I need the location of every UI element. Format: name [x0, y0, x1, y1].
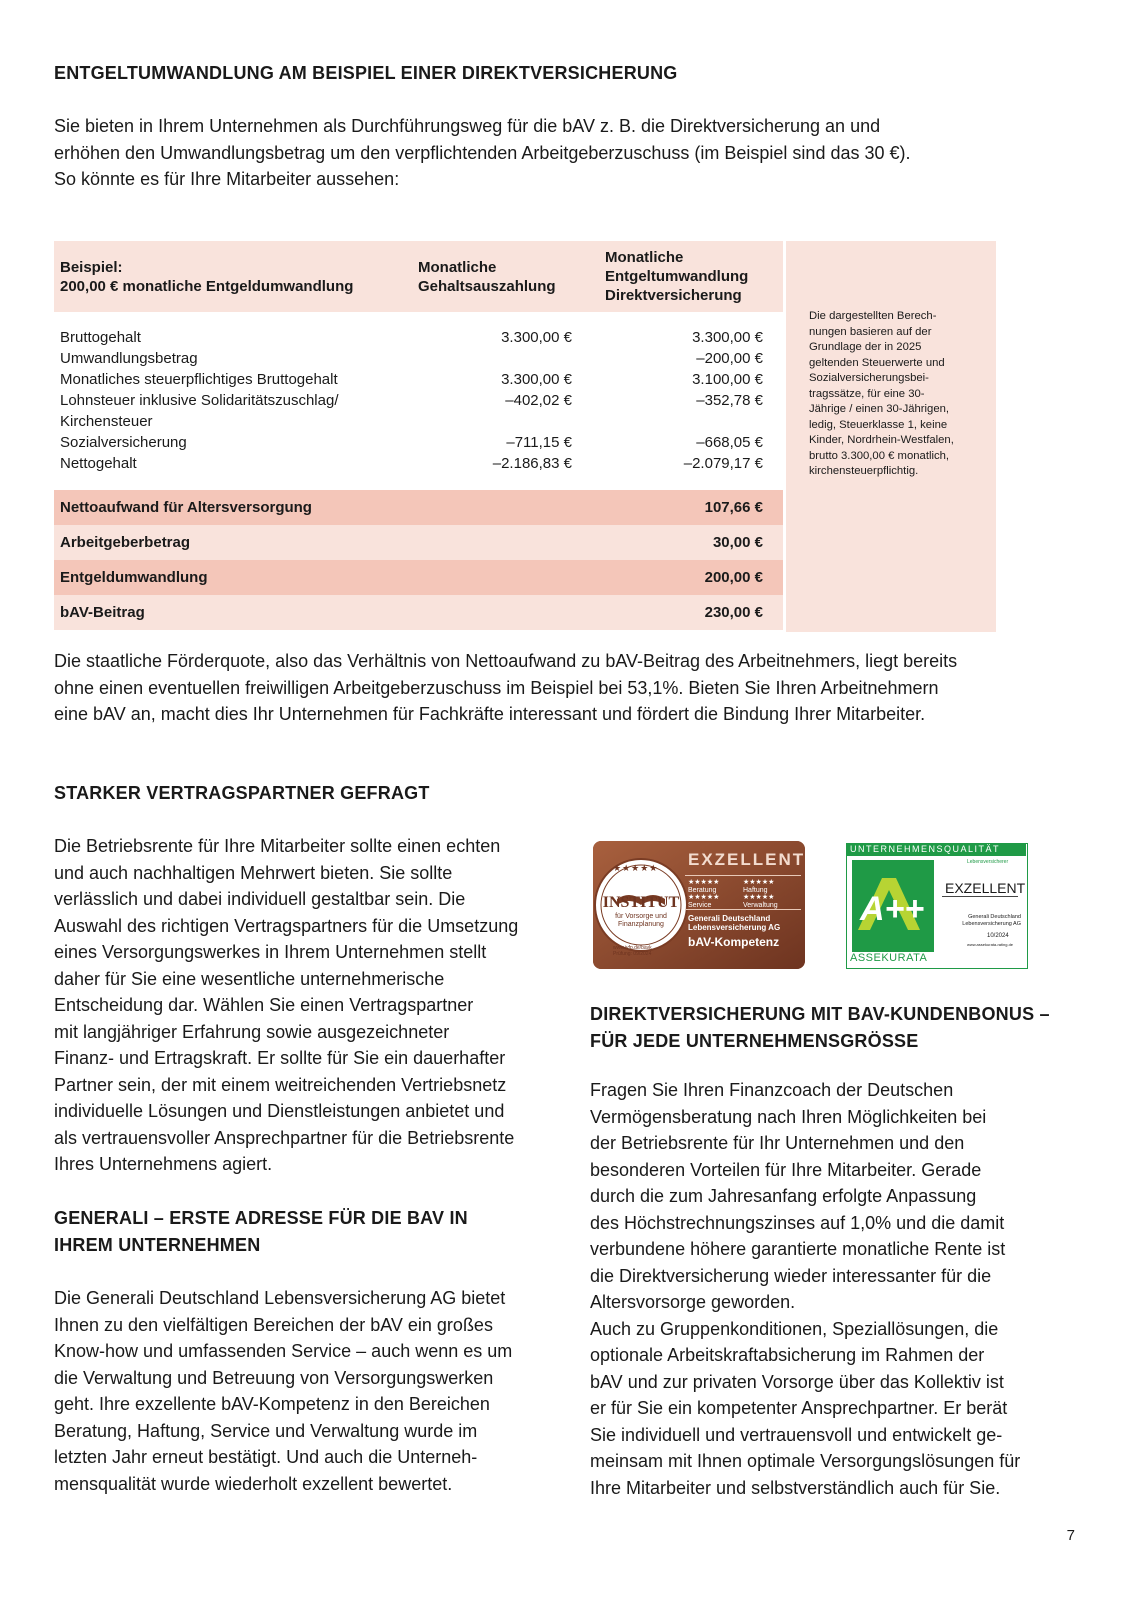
- row-conversion: –352,78 €: [696, 392, 763, 409]
- paragraph-line: als vertrauensvoller Ansprechpartner für die Betriebsrente: [54, 1127, 515, 1148]
- paragraph-line: Ihres Unternehmens agiert.: [54, 1154, 273, 1174]
- intro-line: So könnte es für Ihre Mitarbeiter aussehen:: [54, 169, 400, 189]
- paragraph-line: die Verwaltung und Betreuung von Versorgungswerken: [54, 1367, 494, 1388]
- row-label: Monatliches steuerpflichtiges Bruttogehalt: [60, 371, 338, 388]
- badge-text: Lebensversicherung AG: [688, 923, 781, 932]
- assekurata-badge: [846, 843, 1028, 969]
- note-line: Jährige / einen 30-Jährigen,: [809, 403, 950, 415]
- header-conversion: [605, 248, 748, 305]
- star-rating: ★★★★★: [688, 894, 720, 901]
- badge-text: für Vorsorge und: [615, 913, 667, 920]
- badge-sub-label: Lebensversicherer: [967, 859, 1009, 865]
- header-text: Monatliche: [418, 259, 497, 276]
- calculation-note-box: [786, 241, 996, 632]
- paragraph-line: mensqualität wurde wiederholt exzellent bewertet.: [54, 1473, 453, 1494]
- paragraph-line: Beratung, Haftung, Service und Verwaltung wurde im: [54, 1420, 478, 1441]
- badge-date: 10/2024: [987, 933, 1009, 939]
- header-text: Beispiel:: [60, 259, 123, 276]
- badge-text: Service: [688, 901, 712, 909]
- paragraph-line: daher für Sie eine wesentliche unternehmerische: [54, 968, 445, 989]
- section-heading-vertragspartner: STARKER VERTRAGSPARTNER GEFRAGT: [54, 783, 430, 803]
- summary-row-employer: [54, 525, 783, 560]
- badge-text: Prüfung: 09/2024: [613, 951, 652, 957]
- badge-category-service: [688, 894, 719, 909]
- paragraph-line: Die Generali Deutschland Lebensversicherung AG bietet: [54, 1288, 506, 1308]
- paragraph-line: verlässlich und dabei individuell gestaltbar sein. Die: [54, 889, 466, 909]
- badge-text: Lebensversicherung AG: [962, 921, 1021, 927]
- badge-text: Haftung: [743, 886, 768, 894]
- table-row: [60, 350, 777, 371]
- row-conversion: –200,00 €: [696, 350, 763, 367]
- paragraph-line: geht. Ihre exzellente bAV-Kompetenz in den Bereichen: [54, 1394, 490, 1414]
- row-label: Umwandlungsbetrag: [60, 350, 198, 367]
- row-label: Nettogehalt: [60, 455, 137, 472]
- paragraph-line: Auch zu Gruppenkonditionen, Speziallösungen, die: [590, 1318, 999, 1339]
- table-row: [60, 329, 777, 350]
- institut-exzellent-badge: [593, 841, 805, 969]
- paragraph-line: Die Betriebsrente für Ihre Mitarbeiter sollte einen echten: [54, 836, 501, 856]
- note-line: tragssätze, für eine 30-: [809, 387, 925, 400]
- paragraph-line: verbundene höhere garantierte monatliche Rente ist: [590, 1239, 1006, 1259]
- summary-label: Arbeitgeberbetrag: [60, 534, 191, 551]
- row-salary: –402,02 €: [505, 392, 572, 409]
- header-text: Gehaltsauszahlung: [418, 278, 556, 295]
- calculation-note: [809, 309, 954, 480]
- paragraph-line: Ihnen zu den vielfältigen Bereichen der bAV ein großes: [54, 1314, 493, 1335]
- header-text: Monatliche: [605, 249, 684, 266]
- page-number: 7: [1066, 1527, 1075, 1544]
- paragraph-line: Fragen Sie Ihren Finanzcoach der Deutschen: [590, 1080, 954, 1100]
- foerderquote-paragraph: [54, 648, 957, 728]
- paragraph-line: Ihre Mitarbeiter und selbstverständlich auch für Sie.: [590, 1477, 1001, 1498]
- badge-text: Finanzplanung: [618, 921, 664, 928]
- badge-grade-label: EXZELLENT: [945, 880, 1026, 896]
- note-line: brutto 3.300,00 € monatlich,: [809, 449, 950, 462]
- paragraph-line: er für Sie ein kompetenter Ansprechpartner. Er berät: [590, 1398, 1008, 1418]
- paragraph-line: Vermögensberatung nach Ihren Möglichkeiten bei: [590, 1106, 987, 1127]
- row-conversion: 3.300,00 €: [692, 329, 763, 346]
- row-salary: –2.186,83 €: [492, 455, 572, 472]
- row-salary: –711,15 €: [506, 434, 572, 451]
- grade-panel: [852, 860, 934, 952]
- note-line: nungen basieren auf der: [809, 325, 932, 338]
- direktversicherung-paragraph: [590, 1077, 1020, 1501]
- grade-value: A++: [860, 890, 925, 928]
- badge-text: Generali Deutschland: [688, 914, 771, 923]
- row-label: Lohnsteuer inklusive Solidaritätszuschlag/: [60, 392, 339, 409]
- table-row: [60, 455, 777, 476]
- header-example: [60, 258, 353, 296]
- heading-line: FÜR JEDE UNTERNEHMENSGRÖSSE: [590, 1031, 919, 1051]
- star-rating: ★★★★★: [743, 879, 775, 886]
- paragraph-line: durch die zum Jahresanfang erfolgte Anpassung: [590, 1186, 977, 1206]
- summary-value: 107,66 €: [704, 499, 763, 516]
- header-salary: [418, 258, 556, 296]
- badge-category-verwaltung: [743, 894, 778, 909]
- row-salary: 3.300,00 €: [501, 329, 572, 346]
- table-header: [54, 241, 783, 312]
- summary-value: 200,00 €: [704, 569, 763, 586]
- vertragspartner-paragraph: [54, 833, 518, 1178]
- summary-row-conversion: [54, 560, 783, 595]
- summary-label: Entgeldumwandlung: [60, 569, 208, 586]
- paragraph-line: optionale Arbeitskraftabsicherung im Rahmen der: [590, 1345, 985, 1365]
- header-text: 200,00 € monatliche Entgeldumwandlung: [60, 278, 354, 295]
- star-rating: ★★★★★: [743, 894, 775, 901]
- table-row: [60, 413, 777, 434]
- paragraph-line: Entscheidung dar. Wählen Sie einen Vertragspartner: [54, 995, 474, 1015]
- table-row: [60, 371, 777, 392]
- heading-line: DIREKTVERSICHERUNG MIT BAV-KUNDENBONUS –: [590, 1004, 1050, 1024]
- note-line: Kinder, Nordrhein-Westfalen,: [809, 434, 954, 446]
- badge-top-label: UNTERNEHMENSQUALITÄT: [850, 844, 1001, 854]
- summary-value: 230,00 €: [704, 604, 763, 621]
- paragraph-line: bAV und zur privaten Vorsorge über das Kollektiv ist: [590, 1371, 1004, 1392]
- badge-title: EXZELLENT: [688, 850, 805, 869]
- badge-category-beratung: [688, 879, 719, 894]
- paragraph-line: und auch nachhaltigen Mehrwert bieten. Sie sollte: [54, 862, 453, 883]
- note-line: Die dargestellten Berech-: [809, 310, 937, 322]
- table-row: [60, 434, 777, 455]
- paragraph-line: Partner sein, der mit einem weitreichenden Vertriebsnetz: [54, 1074, 507, 1095]
- paragraph-line: des Höchstrechnungszinses auf 1,0% und die damit: [590, 1212, 1005, 1233]
- summary-label: bAV-Beitrag: [60, 604, 145, 621]
- badge-arc-stars: ★★★★★: [613, 863, 659, 873]
- badge-institut-label: INSTITUT: [602, 894, 680, 911]
- section-heading-entgeltumwandlung: ENTGELTUMWANDLUNG AM BEISPIEL EINER DIREKTVERSICHERUNG: [54, 63, 678, 83]
- header-text: Direktversicherung: [605, 287, 742, 304]
- section-heading-direktversicherung: [590, 1001, 1050, 1055]
- note-line: geltenden Steuerwerte und: [809, 356, 945, 369]
- paragraph-line: Auswahl des richtigen Vertragspartners für die Umsetzung: [54, 915, 519, 936]
- paragraph-line: Finanz- und Ertragskraft. Er sollte für Sie ein dauerhafter: [54, 1048, 506, 1068]
- paragraph-line: besonderen Vorteilen für Ihre Mitarbeiter. Gerade: [590, 1159, 982, 1180]
- paragraph-line: mit langjähriger Erfahrung sowie ausgezeichneter: [54, 1021, 450, 1042]
- paragraph-line: eine bAV an, macht dies Ihr Unternehmen für Fachkräfte interessant und fördert die Bindung Ihrer Mitarbeiter.: [54, 704, 926, 724]
- summary-label: Nettoaufwand für Altersversorgung: [60, 499, 312, 516]
- badge-institut-sub: [597, 913, 685, 929]
- paragraph-line: die Direktversicherung wieder interessanter für die: [590, 1265, 992, 1286]
- generali-paragraph: [54, 1285, 512, 1497]
- intro-line: Sie bieten in Ihrem Unternehmen als Durchführungsweg für die bAV z. B. die Direktversicherung an und: [54, 116, 881, 136]
- header-text: Entgeltumwandlung: [605, 268, 749, 285]
- badge-text: Beratung: [688, 886, 717, 894]
- table-row: [60, 392, 777, 413]
- row-conversion: 3.100,00 €: [692, 371, 763, 388]
- intro-line: erhöhen den Umwandlungsbetrag um den verpflichtenden Arbeitgeberzuschuss (im Beispiel sind das 30 €).: [54, 142, 911, 163]
- paragraph-line: individuelle Lösungen und Dienstleistungen anbietet und: [54, 1101, 505, 1121]
- table-body: [54, 312, 783, 490]
- badge-text: www.ivfp.de/bavk: [613, 945, 652, 951]
- paragraph-line: letzten Jahr erneut bestätigt. Und auch die Unterneh-: [54, 1447, 478, 1467]
- heading-line: GENERALI – ERSTE ADRESSE FÜR DIE BAV IN: [54, 1208, 468, 1228]
- paragraph-line: Know-how und umfassenden Service – auch wenn es um: [54, 1341, 513, 1361]
- paragraph-line: ohne einen eventuellen freiwilligen Arbeitgeberzuschuss im Beispiel bei 53,1%. Bieten Sie Ihren Arbeitnehmern: [54, 677, 939, 698]
- summary-row-net-cost: [54, 490, 783, 525]
- row-conversion: –668,05 €: [696, 434, 763, 451]
- badge-url: www.assekurata-rating.de: [967, 942, 1014, 947]
- example-table: [54, 241, 783, 630]
- row-label: Bruttogehalt: [60, 329, 141, 346]
- row-conversion: –2.079,17 €: [683, 455, 763, 472]
- row-label: Kirchensteuer: [60, 413, 153, 430]
- badge-text: Generali Deutschland: [968, 914, 1021, 920]
- paragraph-line: Die staatliche Förderquote, also das Verhältnis von Nettoaufwand zu bAV-Beitrag des Arbeitnehmers, liegt bereits: [54, 651, 958, 671]
- paragraph-line: meinsam mit Ihnen optimale Versorgungslösungen für: [590, 1451, 1021, 1471]
- section-heading-generali: [54, 1205, 468, 1259]
- paragraph-line: eines Versorgungswerkes in Ihrem Unternehmen stellt: [54, 942, 487, 962]
- star-rating: ★★★★★: [688, 879, 720, 886]
- badge-company: [959, 914, 1021, 928]
- intro-paragraph: [54, 113, 911, 193]
- badge-text: Verwaltung: [743, 901, 778, 909]
- note-line: Sozialversicherungsbei-: [809, 372, 929, 384]
- row-salary: 3.300,00 €: [501, 371, 572, 388]
- paragraph-line: Altersvorsorge geworden.: [590, 1292, 796, 1312]
- badge-category-haftung: [743, 879, 774, 894]
- badge-kompetenz: bAV-Kompetenz: [688, 935, 780, 949]
- note-line: kirchensteuerpflichtig.: [809, 465, 919, 477]
- row-label: Sozialversicherung: [60, 434, 187, 451]
- heading-line: IHREM UNTERNEHMEN: [54, 1235, 261, 1255]
- badge-small-print: [613, 945, 652, 957]
- note-line: ledig, Steuerklasse 1, keine: [809, 418, 948, 431]
- summary-value: 30,00 €: [712, 534, 763, 551]
- note-line: Grundlage der in 2025: [809, 341, 922, 353]
- badge-bottom-label: ASSEKURATA: [850, 952, 928, 964]
- badge-company: [688, 914, 780, 932]
- paragraph-line: der Betriebsrente für Ihr Unternehmen und den: [590, 1133, 965, 1153]
- paragraph-line: Sie individuell und vertrauensvoll und entwickelt ge-: [590, 1424, 1003, 1445]
- summary-row-bav-contribution: [54, 595, 783, 630]
